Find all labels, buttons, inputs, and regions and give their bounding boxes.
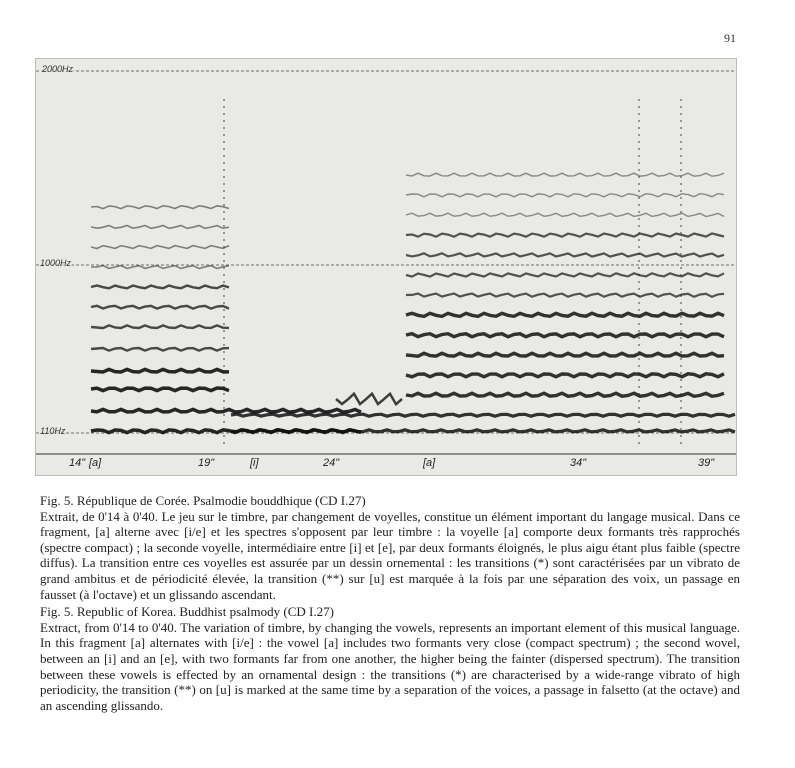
figure-captions [40, 493, 740, 713]
caption-en-title: Fig. 5. Republic of Korea. Buddhist psalmody (CD I.27) [40, 604, 334, 620]
page-number: 91 [724, 31, 736, 45]
harmonic-band [406, 213, 724, 216]
harmonic-band [91, 388, 229, 391]
time-label-24: 24" [323, 457, 340, 469]
spectrogram-image [36, 59, 736, 475]
harmonic-band [91, 369, 229, 372]
harmonic-band [406, 233, 724, 236]
time-label-19: 19" [198, 457, 215, 469]
time-label-14: 14" [69, 457, 86, 469]
vowel-label-a-2: [a] [423, 457, 436, 469]
harmonic-band [406, 313, 724, 316]
harmonic-band [406, 393, 724, 396]
vowel-label-a-1: [a] [89, 457, 102, 469]
freq-label-2000: 2000Hz [42, 64, 74, 74]
harmonic-band [91, 206, 229, 209]
harmonic-band [91, 348, 229, 351]
harmonic-band [406, 294, 724, 297]
vowel-label-i: [i] [250, 457, 259, 469]
caption-fr-title: Fig. 5. République de Corée. Psalmodie bouddhique (CD I.27) [40, 493, 366, 508]
glissando-band [336, 394, 402, 405]
harmonic-band [406, 374, 724, 377]
time-label-34: 34" [570, 457, 587, 469]
harmonic-band [91, 306, 229, 309]
freq-label-110: 110Hz [40, 426, 66, 436]
harmonic-band [91, 286, 229, 289]
harmonic-band [406, 334, 724, 337]
freq-label-1000: 1000Hz [40, 258, 72, 268]
caption-en-body: Extract, from 0'14 to 0'40. The variation of timbre, by changing the vowels, represents an important element of this musical language. In this fragment [a] alternates with [i/e] : the vowel [a] includes two formants very close (compact spectrum) ; the second wovel, between an [i] and an [e], with two formants far from one another, the higher being the fainter (dispersed spectrum). The transition between these vowels is effected by an ornamental design : the transitions (*) are characterised by a wide-range vibrato of high periodicity, the transition (**) on [u] is marked at the same time by a separation of the voices, a passage in falsetto (at the octave) and an ascending glissando. [40, 619, 740, 713]
harmonic-band [406, 353, 724, 356]
harmonic-band [231, 414, 735, 416]
harmonic-band [91, 409, 361, 412]
time-label-39: 39" [698, 457, 715, 469]
harmonic-band [406, 273, 724, 276]
spectrogram-figure [35, 58, 737, 476]
harmonic-band [91, 325, 229, 328]
harmonic-bands [91, 99, 735, 449]
harmonic-band [231, 430, 735, 432]
caption-fr-body: Extrait, de 0'14 à 0'40. Le jeu sur le timbre, par changement de voyelles, constitue un élément important du langage musical. Dans ce fragment, [a] alterne avec [i/e] et les spectres s'opposent par leur timbre : la voyelle [a] comporte deux formants très rapprochés (spectre compact) ; la seconde voyelle, intermédiaire entre [i] et [e], par deux formants éloignés, le plus aigu étant plus faible (spectre diffus). La transition entre ces voyelles est assurée par un dessin ornemental : les transitions (*) sont caractérisées par un vibrato de grand ambitus et de périodicité élevée, la transition (**) sur [u] est marquée à la fois par une séparation des voix, un passage en fausset (à l'octave) et un glissando ascendant. [40, 508, 740, 602]
harmonic-band [91, 246, 229, 249]
harmonic-band [91, 226, 229, 229]
harmonic-band [406, 173, 724, 176]
harmonic-band [91, 266, 229, 269]
harmonic-band [406, 194, 724, 197]
harmonic-band [406, 253, 724, 256]
